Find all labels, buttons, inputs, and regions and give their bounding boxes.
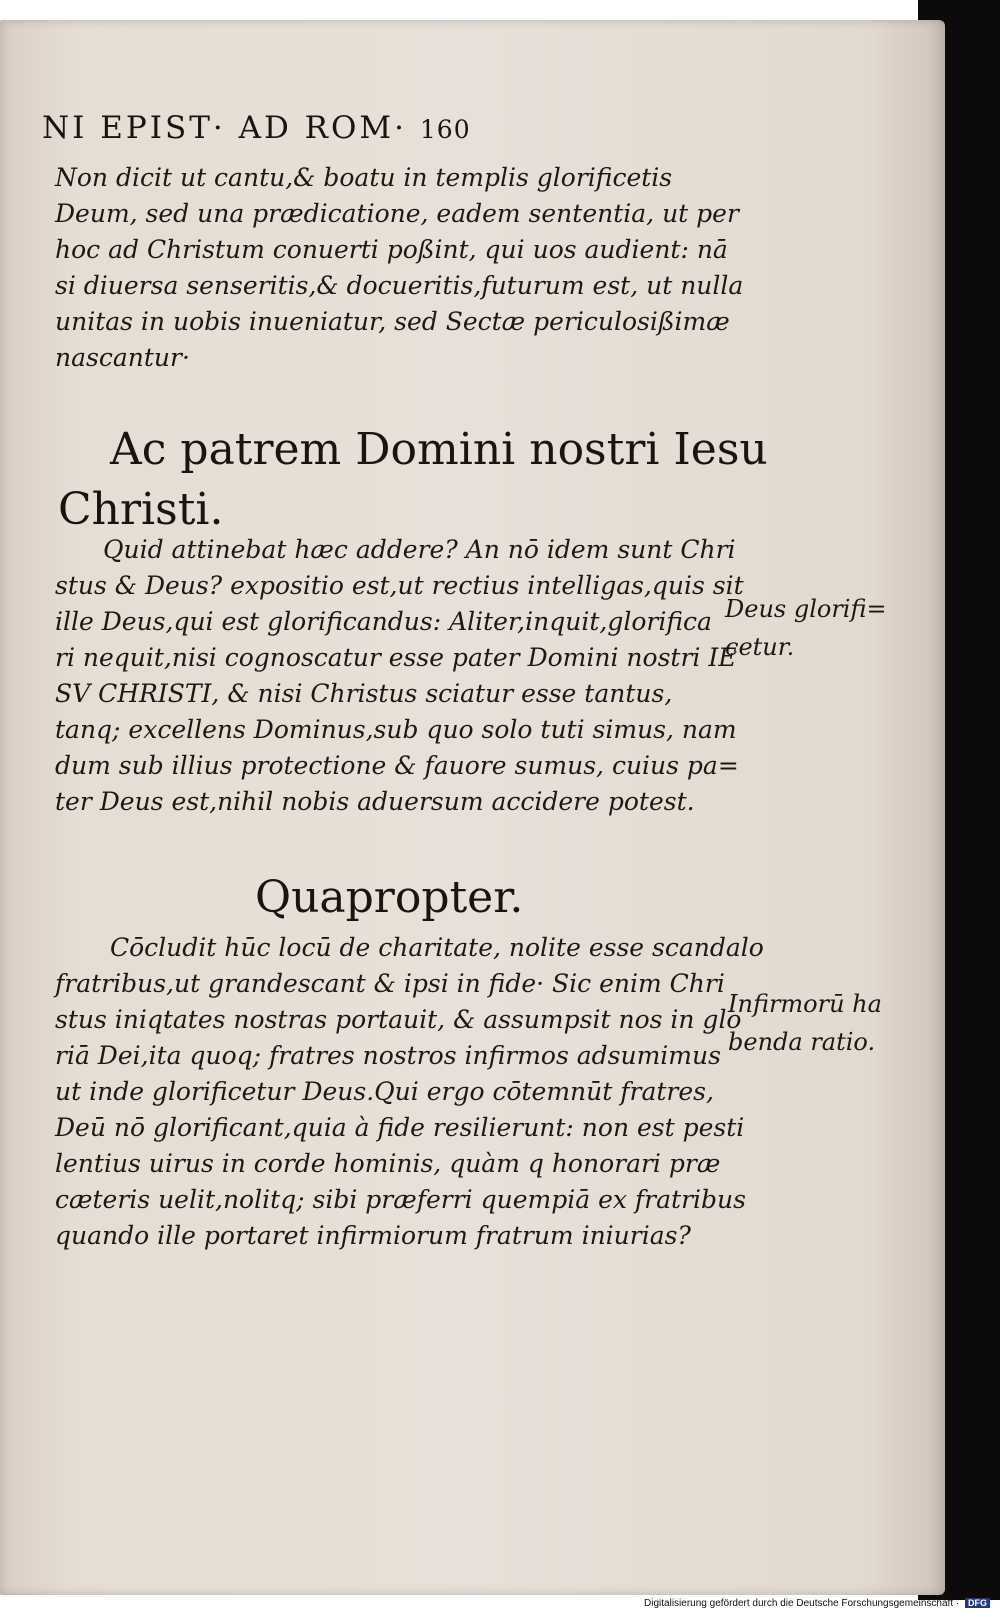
running-head-title: NI EPIST· AD ROM· [42,110,408,146]
heading-line: Ac patrem Domini nostri Iesu [110,424,768,475]
text-line: Non dicit ut cantu,& boatu in templis glorificetis [55,163,673,192]
text-line: SV CHRISTI, & nisi Christus sciatur esse tantus, [55,679,673,708]
marginal-line: cetur. [725,633,795,661]
text-line: riā Dei,ita quoq; fratres nostros infirmos adsumimus [55,1041,721,1070]
marginal-line: Infirmorū ha [728,990,882,1018]
text-line: ri nequit,nisi cognoscatur esse pater Domini nostri IE [55,643,737,672]
marginal-line: Deus glorifi= [725,595,887,623]
text-line: fratribus,ut grandescant & ipsi in fide· Sic enim Chri [55,969,725,998]
text-line: stus iniqtates nostras portauit, & assumpsit nos in glo [55,1005,742,1034]
text-line: cæteris uelit,nolitq; sibi præferri quempiā ex fratribus [55,1185,746,1214]
text-line: Deū nō glorificant,quia à fide resilierunt: non est pesti [55,1113,745,1142]
text-line: nascantur· [55,343,190,372]
heading-line: Christi. [58,484,224,535]
text-line: stus & Deus? expositio est,ut rectius intelligas,quis sit [55,571,744,600]
credit-text: Digitalisierung gefördert durch die Deutsche Forschungsgemeinschaft · [644,1598,960,1609]
text-line: Cōcludit hūc locū de charitate, nolite esse scandalo [110,933,764,962]
text-line: si diuersa senseritis,& docueritis,futurum est, ut nulla [55,271,744,300]
text-line: dum sub illius protectione & fauore sumus, cuius pa= [55,751,739,780]
digitization-credit [644,1598,990,1609]
text-line: hoc ad Christum conuerti poßint, qui uos audient: nā [55,235,728,264]
paragraph-2 [55,532,744,820]
text-line: unitas in uobis inueniatur, sed Sectæ periculosißimæ [55,307,730,336]
text-line: ter Deus est,nihil nobis aduersum accidere potest. [55,787,695,816]
text-line: lentius uirus in corde hominis, quàm q honorari præ [55,1149,721,1178]
marginal-line: benda ratio. [728,1028,876,1056]
text-line: ut inde glorificetur Deus.Qui ergo cōtemnūt fratres, [55,1077,714,1106]
dfg-logo: DFG [965,1598,990,1608]
text-line: ille Deus,qui est glorificandus: Aliter,inquit,glorifica [55,607,712,636]
heading-line: Quapropter. [255,872,524,923]
paragraph-3 [55,930,764,1254]
page-number: 160 [419,115,471,144]
marginal-note-1 [725,590,915,666]
section-heading-2 [255,868,955,928]
text-line: quando ille portaret infirmiorum fratrum iniurias? [55,1221,691,1250]
section-heading-1 [58,420,810,540]
text-line: tanq; excellens Dominus,sub quo solo tuti simus, nam [55,715,737,744]
text-line: Deum, sed una prædicatione, eadem sententia, ut per [55,199,739,228]
text-line: Quid attinebat hæc addere? An nō idem sunt Chri [103,535,736,564]
running-head [42,110,692,146]
paragraph-1 [55,160,744,376]
marginal-note-2 [728,985,918,1061]
